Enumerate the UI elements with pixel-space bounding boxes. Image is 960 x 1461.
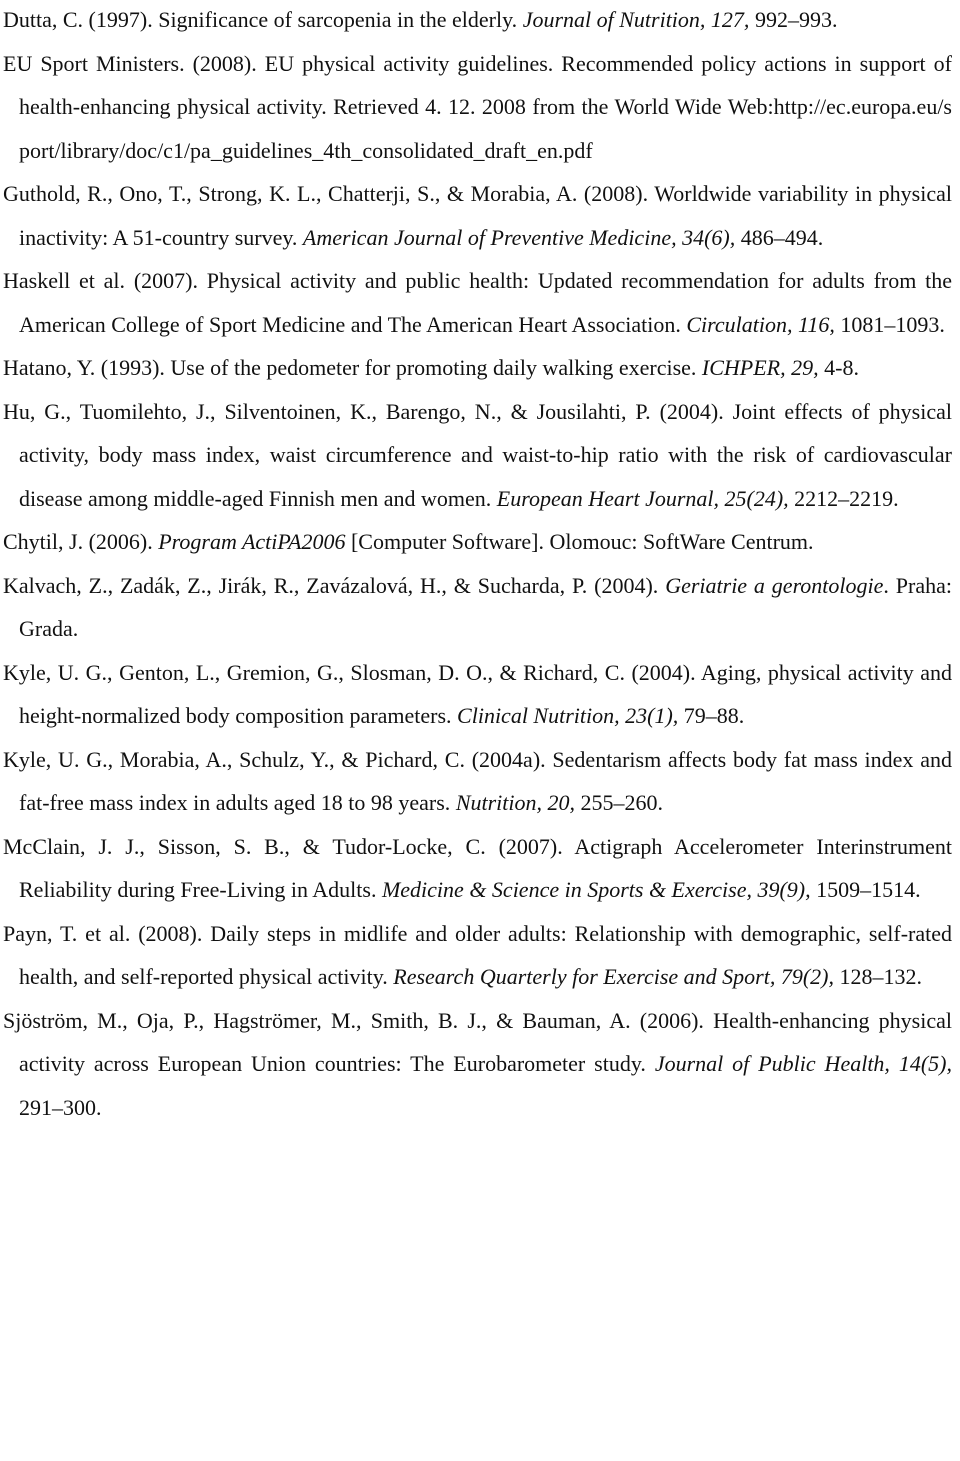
reference-source-title: Clinical Nutrition, 23(1),: [457, 703, 679, 728]
reference-hatano-1993: [3, 346, 952, 390]
reference-text: McClain, J. J., Sisson, S. B., & Tudor-Locke, C. (2007). Actigraph Accelerometer Interinstrument Reliability during Free-Living in Adults.: [3, 833, 952, 902]
reference-source-title: ICHPER, 29,: [701, 355, 819, 380]
reference-text: Kalvach, Z., Zadák, Z., Jirák, R., Zavázalová, H., & Sucharda, P. (2004).: [3, 572, 666, 598]
reference-text: [Computer Software]. Olomouc: SoftWare Centrum.: [345, 529, 814, 554]
reference-text: Payn, T. et al. (2008). Daily steps in midlife and older adults: Relationship with demographic, self-rated health, and self-reported physical activity.: [3, 920, 952, 989]
reference-text: . Praha: Grada.: [19, 572, 952, 641]
reference-kalvach-2004: [3, 564, 952, 651]
reference-mcclain-2007: [3, 825, 952, 912]
reference-kyle-2004a: [3, 738, 952, 825]
reference-text: 291–300.: [19, 1094, 102, 1120]
reference-text: EU Sport Ministers. (2008). EU physical activity guidelines. Recommended policy actions in support of health-enhancing physical activity. Retrieved 4. 12. 2008 from the World Wide Web:: [3, 50, 952, 119]
reference-text: 1509–1514.: [810, 877, 921, 902]
reference-source-title: Medicine & Science in Sports & Exercise, 39(9),: [381, 877, 811, 902]
reference-haskell-2007: [3, 259, 952, 346]
reference-text: 2212–2219.: [788, 485, 899, 511]
reference-text: Guthold, R., Ono, T., Strong, K. L., Chatterji, S., & Morabia, A. (2008). Worldwide variability in physical inactivity: A 51-country survey.: [3, 181, 952, 250]
reference-chytil-2006: [3, 520, 952, 564]
reference-source-title: Program ActiPA2006: [158, 529, 346, 554]
reference-url: http://ec.europa.eu/sport/library/doc/c1/pa_guidelines_4th_consolidated_draft_en.pdf: [19, 94, 952, 163]
reference-sjostrom-2006: [3, 999, 952, 1130]
reference-text: Sjöström, M., Oja, P., Hagströmer, M., Smith, B. J., & Bauman, A. (2006). Health-enhancing physical activity across European Union countries: The Eurobarometer study.: [3, 1007, 952, 1076]
reference-text: 79–88.: [678, 703, 745, 728]
reference-text: Kyle, U. G., Morabia, A., Schulz, Y., & Pichard, C. (2004a). Sedentarism affects body fat mass index and fat-free mass index in adults aged 18 to 98 years.: [3, 746, 952, 815]
reference-source-title: Research Quarterly for Exercise and Sport, 79(2),: [393, 964, 835, 989]
reference-text: 4-8.: [818, 355, 859, 380]
reference-text: Hatano, Y. (1993). Use of the pedometer for promoting daily walking exercise.: [3, 355, 702, 380]
reference-text: 128–132.: [834, 964, 923, 989]
reference-source-title: Journal of Public Health, 14(5),: [654, 1051, 952, 1076]
reference-text: Hu, G., Tuomilehto, J., Silventoinen, K., Barengo, N., & Jousilahti, P. (2004). Joint effects of physical activity, body mass index, waist circumference and waist-to-hip ratio with the risk of cardiovascular disease among middle-aged Finnish men and women.: [3, 398, 952, 511]
reference-payn-2008: [3, 912, 952, 999]
reference-text: 486–494.: [735, 224, 824, 250]
reference-source-title: Nutrition, 20,: [455, 790, 575, 815]
reference-hu-2004: [3, 390, 952, 521]
reference-text: Chytil, J. (2006).: [3, 529, 159, 554]
reference-list: [3, 0, 952, 1129]
reference-source-title: European Heart Journal, 25(24),: [496, 485, 789, 511]
reference-guthold-2008: [3, 172, 952, 259]
reference-source-title: Geriatrie a gerontologie: [665, 572, 884, 598]
reference-text: 255–260.: [575, 790, 663, 815]
reference-kyle-2004: [3, 651, 952, 738]
reference-text: 992–993.: [749, 7, 838, 32]
reference-dutta-1997: [3, 0, 952, 42]
reference-text: Dutta, C. (1997). Significance of sarcopenia in the elderly.: [3, 7, 523, 32]
reference-text: 1081–1093.: [834, 311, 945, 337]
reference-source-title: Journal of Nutrition, 127,: [522, 7, 750, 32]
reference-source-title: American Journal of Preventive Medicine, 34(6),: [302, 224, 736, 250]
reference-text: Kyle, U. G., Genton, L., Gremion, G., Slosman, D. O., & Richard, C. (2004). Aging, physical activity and height-normalized body composition parameters.: [3, 659, 952, 728]
reference-text: Haskell et al. (2007). Physical activity and public health: Updated recommendation for adults from the American College of Sport Medicine and The American Heart Association.: [3, 268, 952, 337]
reference-eu-sport-ministers-2008: [3, 42, 952, 173]
reference-source-title: Circulation, 116,: [686, 311, 835, 337]
